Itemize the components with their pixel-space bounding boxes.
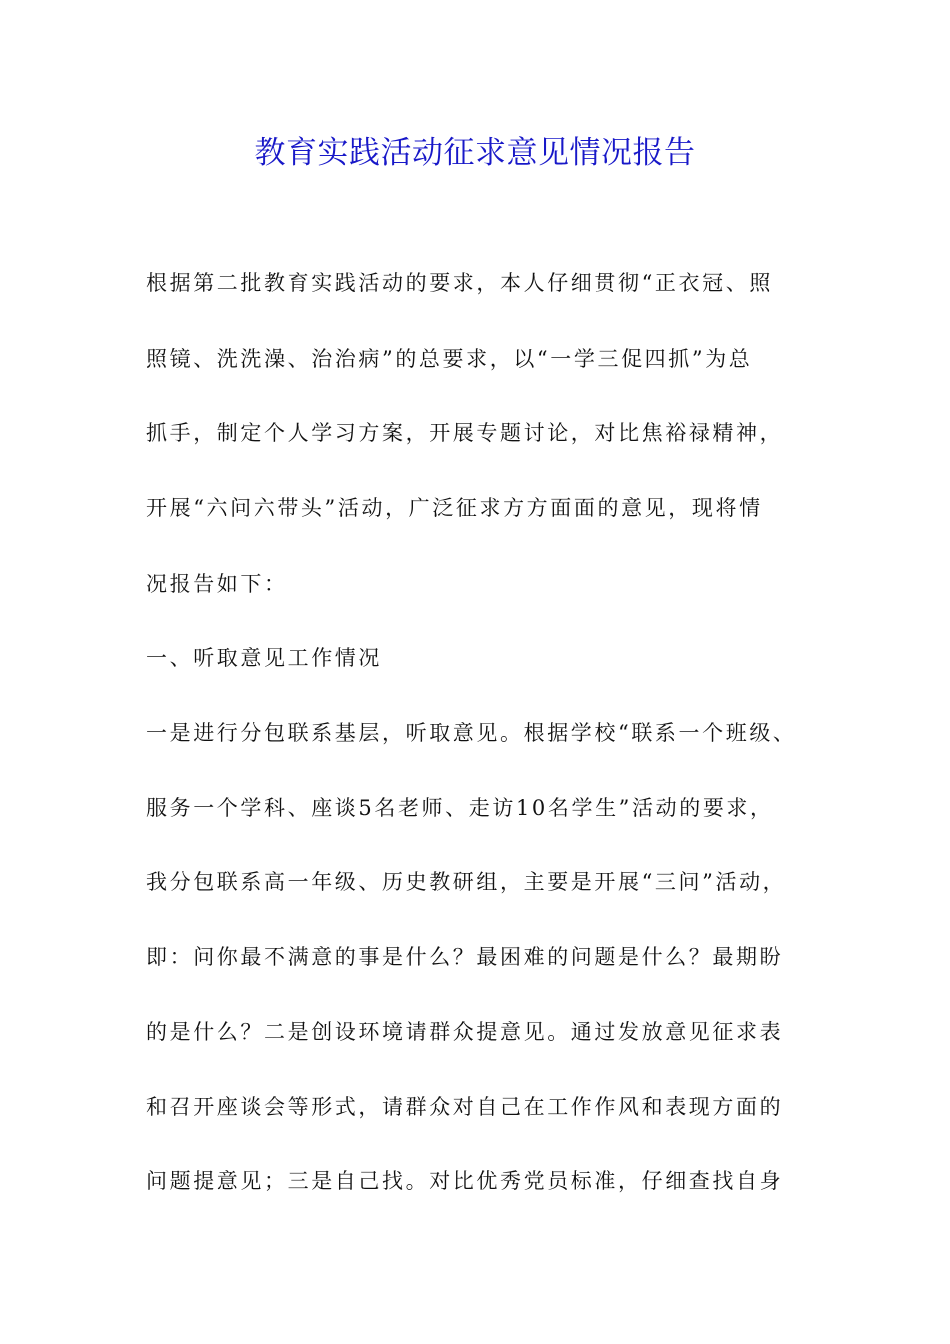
body-line: 即：问你最不满意的事是什么？最困难的问题是什么？最期盼 xyxy=(146,945,784,969)
document-title: 教育实践活动征求意见情况报告 xyxy=(254,135,696,171)
section-heading: 一、听取意见工作情况 xyxy=(146,646,382,670)
body-line: 抓手，制定个人学习方案，开展专题讨论，对比焦裕禄精神， xyxy=(146,421,784,445)
body-line: 根据第二批教育实践活动的要求，本人仔细贯彻“正衣冠、照 xyxy=(146,271,773,295)
body-line: 服务一个学科、座谈5名老师、走访10名学生”活动的要求， xyxy=(146,796,774,820)
body-line: 一是进行分包联系基层，听取意见。根据学校“联系一个班级、 xyxy=(146,721,797,745)
body-line: 照镜、洗洗澡、治治病”的总要求，以“一学三促四抓”为总 xyxy=(146,347,753,371)
body-line: 我分包联系高一年级、历史教研组，主要是开展“三问”活动， xyxy=(146,870,787,894)
body-line: 况报告如下： xyxy=(146,572,288,596)
body-line: 的是什么？二是创设环境请群众提意见。通过发放意见征求表 xyxy=(146,1020,784,1044)
body-line: 和召开座谈会等形式，请群众对自己在工作作风和表现方面的 xyxy=(146,1095,784,1119)
body-line: 开展“六问六带头”活动，广泛征求方方面面的意见，现将情 xyxy=(146,496,763,520)
body-line: 问题提意见；三是自己找。对比优秀党员标准，仔细查找自身 xyxy=(146,1169,784,1193)
